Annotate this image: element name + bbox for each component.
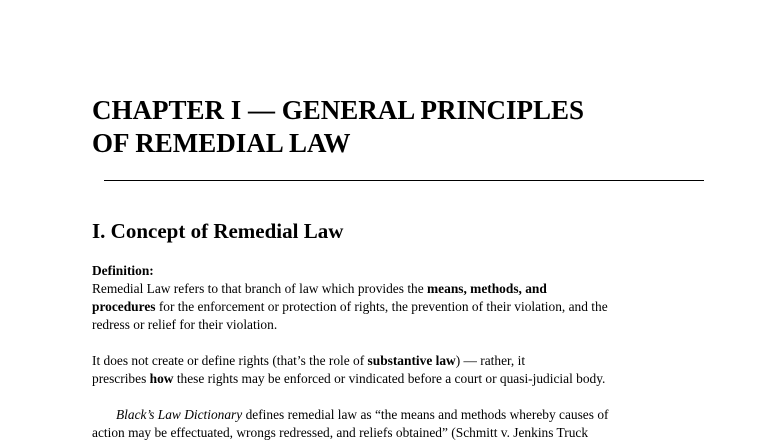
substantive-law-paragraph	[92, 352, 752, 388]
paragraph-text: It does not create or define rights (that’s the role of	[92, 353, 368, 368]
dictionary-citation: Black’s Law Dictionary	[116, 407, 243, 422]
chapter-title-line-2: OF REMEDIAL LAW	[92, 128, 351, 158]
definition-line-3: redress or relief for their violation.	[92, 317, 278, 332]
paragraph-text: these rights may be enforced or vindicated before a court or quasi-judicial body.	[173, 371, 606, 386]
section-heading: I. Concept of Remedial Law	[92, 219, 344, 243]
definition-text: Remedial Law refers to that branch of law which provides the	[92, 281, 428, 296]
paragraph-line-2: action may be effectuated, wrongs redressed, and reliefs obtained” (Schmitt v. Jenkins Truck	[92, 425, 589, 440]
chapter-title	[92, 94, 732, 160]
blacks-law-paragraph	[92, 406, 752, 441]
definition-text: for the enforcement or protection of rights, the prevention of their violation, and the	[155, 299, 608, 314]
paragraph-text: ) — rather, it	[455, 353, 526, 368]
substantive-law-term: substantive law	[367, 353, 456, 368]
paragraph-text: defines remedial law as “the means and methods whereby causes of	[242, 407, 609, 422]
definition-emphasis: procedures	[92, 299, 156, 314]
paragraph-line-1	[92, 352, 752, 370]
paragraph-line-2	[92, 370, 752, 388]
definition-line-2	[92, 298, 752, 316]
chapter-title-line-1: CHAPTER I — GENERAL PRINCIPLES	[92, 95, 585, 125]
definition-emphasis: means, methods, and	[427, 281, 547, 296]
paragraph-text: prescribes	[92, 371, 150, 386]
definition-line-1	[92, 280, 752, 298]
horizontal-divider	[104, 180, 704, 181]
paragraph-line-1	[92, 406, 752, 424]
definition-label: Definition:	[92, 263, 154, 278]
definition-paragraph	[92, 280, 752, 334]
how-term: how	[149, 371, 174, 386]
